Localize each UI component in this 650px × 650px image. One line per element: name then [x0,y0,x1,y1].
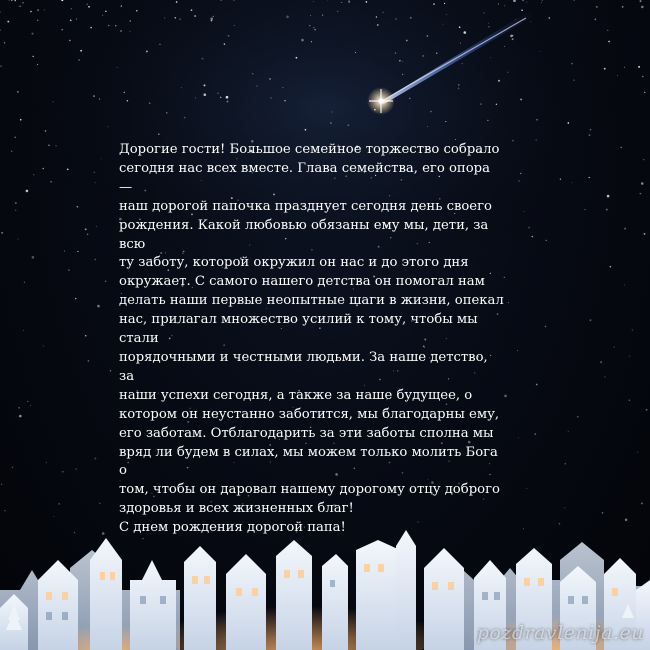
star-icon [510,35,513,38]
star-icon [42,168,44,170]
star-icon [228,35,230,37]
star-icon [149,102,151,104]
star-icon [95,182,96,183]
star-icon [528,227,530,229]
star-icon [120,30,121,31]
star-icon [480,104,481,105]
star-icon [644,233,646,235]
star-icon [204,93,207,96]
star-icon [624,284,625,285]
star-icon [574,0,575,1]
star-icon [310,15,311,16]
star-icon [607,30,608,31]
star-icon [204,84,206,86]
star-icon [443,24,444,25]
star-icon [90,27,92,29]
star-icon [37,9,39,11]
star-icon [590,129,591,130]
star-icon [221,0,222,1]
star-icon [641,502,643,504]
star-icon [87,233,89,235]
star-icon [1,232,3,234]
star-icon [427,126,428,127]
star-icon [430,111,432,113]
star-icon [498,80,500,82]
star-icon [487,120,488,121]
star-icon [524,211,525,212]
star-icon [96,226,97,227]
star-icon [130,31,131,32]
star-icon [341,2,342,3]
star-icon [546,240,547,241]
star-icon [69,40,70,41]
star-icon [395,52,396,53]
star-icon [584,209,585,210]
star-icon [129,20,131,22]
star-icon [347,124,349,126]
star-icon [608,41,610,43]
star-icon [252,73,254,75]
star-icon [227,101,229,103]
star-icon [30,405,31,406]
star-icon [483,12,484,13]
star-icon [0,30,1,31]
star-icon [545,326,546,327]
star-icon [330,122,331,123]
star-icon [409,98,410,99]
star-icon [108,25,109,26]
star-icon [314,29,315,30]
star-icon [604,376,605,377]
star-icon [508,302,509,303]
star-icon [490,57,491,58]
star-icon [632,330,633,331]
star-icon [410,17,412,19]
star-icon [211,20,213,22]
star-icon [577,416,579,418]
star-icon [512,38,514,40]
star-icon [44,9,45,10]
star-icon [32,256,35,259]
star-icon [518,180,519,181]
star-icon [520,98,522,100]
star-icon [504,46,505,47]
star-icon [427,35,429,37]
star-icon [539,51,540,52]
star-icon [23,330,24,331]
star-icon [117,67,118,68]
star-icon [99,503,100,504]
star-icon [20,119,22,121]
star-icon [181,87,182,88]
star-icon [1,484,2,485]
star-icon [71,8,72,9]
star-icon [191,9,193,11]
star-icon [507,72,508,73]
star-icon [305,129,307,131]
star-icon [4,510,5,511]
star-icon [86,4,87,5]
star-icon [596,6,598,8]
star-icon [202,58,204,60]
star-icon [58,503,60,505]
star-icon [458,88,460,90]
star-icon [159,44,160,45]
star-icon [7,21,9,23]
star-icon [512,140,514,142]
star-icon [62,471,64,473]
star-icon [136,10,138,12]
star-icon [395,18,396,19]
star-icon [15,202,17,204]
star-icon [641,6,644,9]
star-icon [589,134,591,136]
star-icon [78,59,79,60]
star-icon [94,259,95,260]
star-icon [124,92,125,93]
star-icon [520,173,521,174]
star-icon [444,3,445,4]
star-icon [286,15,289,18]
star-icon [332,111,333,112]
star-icon [526,2,527,3]
star-icon [488,23,489,24]
star-icon [458,84,459,85]
star-icon [76,18,77,19]
star-icon [643,159,644,160]
star-icon [99,98,100,99]
star-icon [644,92,645,93]
star-icon [224,43,225,44]
star-icon [175,17,177,19]
star-icon [572,182,573,183]
star-icon [459,26,461,28]
star-icon [526,488,527,489]
star-icon [455,139,456,140]
star-icon [446,14,447,15]
star-icon [402,61,403,62]
star-icon [496,104,497,105]
star-icon [560,178,561,179]
star-icon [101,158,102,159]
star-icon [270,97,271,98]
star-icon [85,335,87,337]
star-icon [45,130,47,132]
star-icon [309,25,310,26]
star-icon [640,193,642,195]
star-icon [296,57,298,59]
star-icon [32,56,33,57]
star-icon [75,468,77,470]
star-icon [50,181,52,183]
star-icon [322,15,323,16]
star-icon [70,20,72,22]
star-icon [257,86,258,87]
star-icon [195,97,196,98]
star-icon [366,1,368,3]
star-icon [164,17,165,18]
star-icon [498,3,499,4]
star-icon [32,33,34,35]
star-icon [127,100,128,101]
star-icon [536,119,537,120]
star-icon [624,228,626,230]
star-icon [604,68,606,70]
star-icon [75,298,76,299]
star-icon [402,74,403,75]
star-icon [85,228,87,230]
star-icon [512,35,513,36]
star-icon [121,5,122,6]
star-icon [27,401,28,402]
star-icon [61,29,63,31]
star-icon [504,5,505,6]
star-icon [460,43,461,44]
star-icon [77,206,79,208]
star-icon [536,140,537,141]
star-icon [462,63,463,64]
star-icon [107,126,108,127]
star-icon [399,60,400,61]
star-icon [226,96,229,99]
star-icon [610,266,612,268]
star-icon [641,182,644,185]
star-icon [24,282,25,283]
star-icon [488,26,489,27]
star-icon [18,407,19,408]
star-icon [33,174,34,175]
star-icon [337,11,338,12]
greeting-text: Дорогие гости! Большое семейное торжество собрало сегодня нас всех вместе. Глава семейства, его опора — наш дорогой папочка празднует сегодня день своего рождения. Какой любовью обязаны ему мы, дети, за всю ту заботу, которой окружил он нас и до этого дня окружает. С самого нашего детства он помогал нам делать наши первые неопытные шаги в жизни, опекал нас, прилагал множество усилий к тому, чтобы мы стали порядочными и честными людьми. За наше детство, за наши успехи сегодня, а также за наше будущее, о котором он неустанно заботится, мы благодарны ему, его заботам. Отблагодарить за эти заботы сполна мы вряд ли будем в силах, мы можем только молить Бога о том, чтобы он даровал нашему дорогому отцу доброго здоровья и всех жизненных благ! С днем рождения дорогой папа! [119,142,504,536]
star-icon [589,177,590,178]
star-icon [15,137,16,138]
star-icon [571,63,573,65]
star-icon [445,121,446,122]
star-icon [80,50,82,52]
star-icon [77,251,78,252]
star-icon [53,101,54,102]
star-icon [595,19,597,21]
star-icon [536,384,538,386]
star-icon [637,452,638,453]
star-icon [88,6,90,8]
star-icon [607,195,610,198]
star-icon [517,350,518,351]
star-icon [166,112,167,113]
star-icon [284,100,285,101]
star-icon [19,5,21,7]
star-icon [355,52,356,53]
star-icon [564,507,565,508]
star-icon [94,458,96,460]
star-icon [146,50,148,52]
star-icon [565,463,566,464]
star-icon [382,12,383,13]
star-icon [220,97,222,99]
star-icon [53,516,54,517]
star-icon [64,251,65,252]
star-icon [210,17,213,20]
star-icon [110,370,111,371]
star-icon [67,168,69,170]
star-icon [534,433,536,435]
star-icon [0,66,1,67]
star-icon [406,40,408,42]
star-icon [422,55,424,57]
star-icon [176,1,178,3]
star-icon [313,1,314,2]
star-icon [22,2,23,3]
star-icon [600,361,602,363]
star-icon [18,239,19,240]
star-icon [115,25,116,26]
star-icon [179,18,181,20]
star-icon [184,117,186,119]
star-icon [377,24,378,25]
star-icon [614,346,615,347]
star-icon [97,305,100,308]
star-icon [18,6,19,7]
star-icon [532,236,533,237]
star-icon [12,467,14,469]
star-icon [464,31,467,34]
star-icon [234,25,235,26]
star-icon [102,15,103,16]
star-icon [629,399,631,401]
star-icon [504,395,507,398]
star-icon [46,462,47,463]
star-icon [105,11,106,12]
star-icon [621,147,622,148]
star-icon [567,122,569,124]
star-icon [518,437,519,438]
star-icon [629,356,630,357]
star-icon [376,16,377,17]
star-icon [94,172,95,173]
star-icon [433,3,435,5]
star-icon [640,0,642,2]
star-icon [541,2,542,3]
star-icon [26,190,29,193]
star-icon [617,75,618,76]
star-icon [30,11,32,13]
star-icon [646,409,648,411]
star-icon [568,431,569,432]
star-icon [548,17,550,19]
star-icon [313,27,314,28]
star-icon [311,41,312,42]
star-icon [606,209,608,211]
star-icon [37,64,38,65]
star-icon [93,95,95,97]
star-icon [194,15,196,17]
star-icon [530,21,531,22]
star-icon [55,145,56,146]
star-icon [638,66,640,68]
star-icon [48,145,49,146]
star-icon [301,39,304,42]
star-icon [590,319,592,321]
star-icon [622,6,624,8]
star-icon [17,91,19,93]
star-icon [68,269,70,271]
star-icon [349,2,350,3]
star-icon [213,16,214,17]
star-icon [105,281,106,282]
star-icon [19,415,22,418]
star-icon [217,92,218,93]
star-icon [15,210,16,211]
star-icon [602,512,604,514]
star-icon [269,78,271,80]
star-icon [573,79,575,81]
star-icon [43,345,44,346]
star-icon [37,20,38,21]
star-icon [624,67,625,68]
star-icon [158,133,159,134]
star-icon [11,151,12,152]
star-icon [436,53,437,54]
star-icon [88,360,90,362]
watermark: pozdravlenija.eu [476,622,644,644]
star-icon [282,87,283,88]
star-icon [521,9,523,11]
star-icon [642,76,644,78]
star-icon [4,42,5,43]
